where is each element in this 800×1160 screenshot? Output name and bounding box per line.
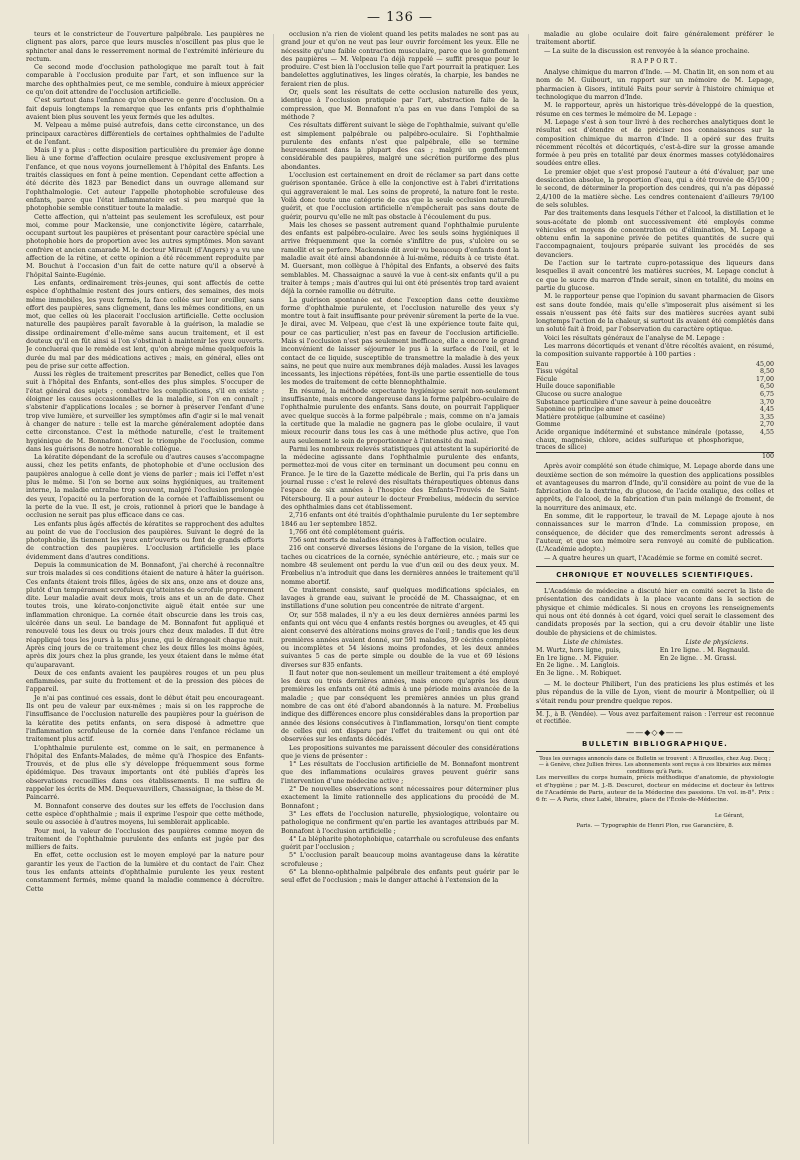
composition-label: Matière protéique (albumine et caséine) — [536, 413, 665, 421]
paragraph: M. Bonnafont conserve des doutes sur les effets de l'occlusion dans cette espèce d'ophthalmie ; mais il exprime l'espoir que cette méthode, seule ou associée à d'autres moyens, lui semblerait applicable. — [26, 801, 264, 827]
chemists-items — [536, 647, 650, 678]
composition-row — [536, 421, 774, 429]
candidate-entry: En 1re ligne. . M. Figuier. — [536, 654, 619, 662]
paragraph: La guérison spontanée est donc l'exception dans cette deuxième forme d'ophthalmie purulente, et l'occlusion naturelle des yeux s'y montre tout à fait insuffisante pour prévenir sûrement la perte de la vue. Je dirai, avec M. Velpeau, que c'est là une expérience toute faite qui, pour ce cas particulier, n'est pas en faveur de l'occlusion artificielle. Mais si l'occlusion n'est pas seulement inefficace, elle a encore le grand inconvénient de laisser séjourner le pus à la surface de l'œil, et le contact de ce liquide, susceptible de transmettre la maladie à des yeux sains, ne peut que nuire aux membranes déjà malades. Aussi les lavages incessants, les injections répétées, font-ils une partie essentielle de tous les modes de traitement de cette blennophthalmie. — [281, 295, 519, 387]
composition-label: Glucose ou sucre analogue — [536, 390, 622, 398]
ornament-divider: ——◆◇◆—— — [626, 728, 684, 737]
paragraph: La kératite dépendant de la scrofule ou d'autres causes s'accompagne aussi, chez les petits enfants, de photophobie et d'une occlusion des paupières analogue à celle dont je viens de parler ; mais ici l'effet n'est plus le même. Si l'on se borne aux soins hygiéniques, au traitement interne, la maladie entraîne trop souvent, malgré l'occlusion prolongée des yeux, l'opacité ou la perforation de la cornée et l'affaiblissement ou la perte de la vue. Il est, je crois, rationnel à priori que le bandage à occlusion ne serait pas plus efficace dans ce cas. — [26, 453, 264, 520]
paragraph: 3° Les effets de l'occlusion naturelle, physiologique, volontaire ou pathologique ne confirment qu'en partie les avantages attribués par M. Bonnafont à l'occlusion artificielle ; — [281, 809, 519, 835]
paragraph: 216 ont conservé diverses lésions de l'organe de la vision, telles que taches ou cicatrices de la cornée, synéchie antérieure, etc. ; mais sur ce nombre 48 seulement ont perdu la vue d'un œil ou des deux yeux. M. Frœbelius n'a introduit que dans les dernières années le traitement qu'il nomme abortif. — [281, 544, 519, 586]
paragraph: En effet, cette occlusion est le moyen employé par la nature pour garantir les yeux de l'action de la lumière et du contact de l'air. Chez tous les enfants atteints d'ophthalmie purulente les yeux restent constamment fermés, même quand la maladie commence à décroître. Cette — [26, 851, 264, 893]
paragraph: Cette affection, qui n'atteint pas seulement les scrofuleux, est pour moi, comme pour Mackensie, une conjonctivite légère, catarrhale, occupant surtout les paupières et présentant pour caractère spécial une photophobie hors de proportion avec les autres symptômes. Mon savant confrère et ancien camarade M. le docteur Mirault (d'Angers) y a vu une affection de la rétine, et cette opinion a été récemment reproduite par M. Bouchut à l'occasion d'un fait de cette nature qu'il a observé à l'hôpital Sainte-Eugénie. — [26, 212, 264, 279]
paragraph: teurs et le constricteur de l'ouverture palpébrale. Les paupières ne clignent pas alors, parce que leurs muscles n'oscillent pas plus que le sphincter anal dans le resserrement normal de l'extrémité inférieure du rectum. — [26, 30, 264, 63]
composition-total-spacer — [536, 452, 744, 460]
paragraph: 2° De nouvelles observations sont nécessaires pour déterminer plus exactement la limite rationnelle des applications du procédé de M. Bonnafont ; — [281, 785, 519, 810]
paragraph: Depuis la communication de M. Bonnafont, j'ai cherché à reconnaître sur trois malades si ces conditions étaient de nature à hâter la guérison. Ces enfants étaient trois filles, âgées de six ans, onze ans et douze ans, plutôt d'un tempérament scrofuleux qu'atteintes de scrofule proprement dite. Leur maladie avait deux mois, trois ans et un an de date. Chez toutes trois, une kérato-conjonctivite aiguë était entée sur une inflammation chronique. La cornée était obscurcie dans les trois cas, ulcérée dans un seul. Le bandage de M. Bonnafont fut appliqué et renouvelé tous les deux ou trois jours chez deux malades. Il dut être réappliqué tous les jours à la plus jeune, qui le dérangeait chaque nuit. Après cinq jours de ce traitement chez les deux filles les moins âgées, après dix jours chez la plus grande, les yeux étaient dans le même état qu'auparavant. — [26, 561, 264, 669]
section-rule — [536, 566, 774, 567]
composition-label: Acide organique indéterminé et substance minérale (potasse, chaux, magnésie, chlore, acides sulfurique et phosphorique, traces de silice) — [536, 428, 744, 452]
paragraph: Après avoir complété son étude chimique, M. Lepage aborde dans une deuxième section de son mémoire la question des applications possibles et avantageuses du marron d'Inde, qu'il considère au point de vue de la fabrication de la dextrine, du glucose, de l'acide oxalique, des colles et apprêts, de l'alcool, de la fabrication d'un pain mélangé de froment, de la nourriture des animaux, etc. — [536, 462, 774, 512]
composition-value: 45,00 — [755, 360, 774, 368]
paragraph: M. le rapporteur, après un historique très-développé de la question, résume en ces termes le mémoire de M. Lepage : — [536, 101, 774, 118]
composition-label: Fécule — [536, 375, 558, 383]
paragraph: En somme, dit le rapporteur, le travail de M. Lepage ajoute à nos connaissances sur le marron d'Inde. La commission propose, en conséquence, de décider que des remercîments seront adressés à l'auteur, et que son mémoire sera renvoyé au comité de publication. (L'Académie adopte.) — [536, 512, 774, 554]
composition-total-row — [536, 452, 774, 460]
composition-label: Saponine ou principe amer — [536, 406, 623, 414]
composition-label: Gomme — [536, 421, 561, 429]
paragraph: — M. le docteur Philibert, l'un des praticiens les plus estimés et les plus répandus de la ville de Lyon, vient de mourir à Montpellier, où il s'était rendu pour prendre quelque repos. — [536, 679, 774, 705]
paragraph: Or, sur 558 malades, il n'y a eu les deux dernières années parmi les enfants qui ont vécu que 4 enfants restés borgnes ou aveugles, et 45 qui aient conservé des altérations moins graves de l'œil ; tandis que les deux premières années avaient donné, sur 591 malades, 39 cécités complètes ou incomplètes et 54 lésions moins profondes, et les deux années suivantes 5 cas de perte simple ou double de la vue et 69 lésions diverses sur 835 enfants. — [281, 610, 519, 669]
candidate-entry: En 1re ligne. . M. Regnauld. — [659, 646, 750, 654]
bulletin-note: Tous les ouvrages annoncés dans ce Bulletin se trouvent : A Bruxelles, chez Aug. Decq ; — à Genève, chez Jullien frères. Les abonnements sont reçus à ces librairies aux mêmes conditions qu'à Paris. — [538, 755, 772, 775]
paragraph: 2,716 enfants ont été traités d'ophthalmie purulente du 1er septembre 1846 au 1er septembre 1852. — [281, 511, 519, 528]
composition-row — [536, 414, 774, 422]
physicists-heading: Liste de physiciens. — [685, 638, 749, 646]
candidate-entry: M. Wurtz, hors ligne, puis, — [536, 646, 621, 654]
composition-row — [536, 368, 774, 376]
gerant-signature: Le Gérant, — [714, 813, 744, 820]
section-rule — [536, 709, 774, 710]
composition-value: 17,00 — [755, 375, 774, 383]
paragraph: Je n'ai pas continué ces essais, dont le début était peu encourageant. Ils ont peu de valeur par eux-mêmes ; mais si on les rapproche de l'insuffisance de l'occlusion naturelle des paupières pour la guérison de la kératite des petits enfants, on sera disposé à admettre que l'inflammation scrofuleuse de la cornée dans l'enfance réclame un traitement plus actif. — [26, 693, 264, 744]
paragraph: M. Velpeau a même puisé autrefois, dans cette circonstance, un des principaux caractères différentiels de certaines ophthalmies de l'adulte et de l'enfant. — [26, 121, 264, 146]
paragraph: 756 sont morts de maladies étrangères à l'affection oculaire. — [289, 536, 487, 545]
composition-value: 3,35 — [759, 413, 774, 421]
composition-total: 100 — [744, 452, 774, 460]
column-2 — [281, 30, 519, 1155]
column-divider — [273, 34, 274, 1144]
paragraph: Les enfants plus âgés affectés de kératites se rapprochent des adultes au point de vue de l'occlusion des paupières. Suivant le degré de la photophobie, ils tiennent les yeux entr'ouverts ou font de grands efforts de contraction des paupières. L'occlusion artificielle les place évidemment dans d'autres conditions. — [26, 519, 264, 561]
composition-row — [536, 383, 774, 391]
paragraph: Parmi les nombreux relevés statistiques qui attestent la supériorité de la médecine agissante dans l'ophthalmie purulente des enfants, permettez-moi de vous citer en terminant un document peu connu en France. Je le tire de la Gazette médicale de Berlin, qui l'a pris dans un journal russe : c'est le relevé des résultats thérapeutiques obtenus dans l'espace de six années à l'hospice des Enfants-Trouvés de Saint-Pétersbourg. Il a pour auteur le docteur Frœbelius, médecin du service des ophthalmies dans cet établissement. — [281, 444, 519, 511]
paragraph: Analyse chimique du marron d'Inde. — M. Chatin lit, en son nom et au nom de M. Guibourt, un rapport sur un mémoire de M. Lepage, pharmacien à Gisors, intitulé Faits pour servir à l'histoire chimique et technologique du marron d'Inde. — [536, 68, 774, 102]
section-rule — [536, 582, 774, 583]
paragraph: Les propositions suivantes me paraissent découler des considérations que je viens de présenter : — [281, 743, 519, 760]
paragraph: — A quatre heures un quart, l'Académie se forme en comité secret. — [544, 553, 763, 562]
bulletin-title: BULLETIN BIBLIOGRAPHIQUE. — [582, 740, 728, 749]
candidate-entry: En 2e ligne. . M. Grassi. — [659, 654, 737, 662]
composition-row — [536, 376, 774, 384]
paragraph: Les enfants, ordinairement très-jeunes, qui sont affectés de cette espèce d'ophthalmie restent des jours entiers, des semaines, des mois même immobiles, les yeux fermés, la face collée sur leur oreiller, sans effort des paupières, sans clignement, dans les mêmes conditions, en un mot, que celles où les placerait l'occlusion artificielle. Cette occlusion naturelle des paupières paraît favorable à la guérison, la maladie se dissipe ordinairement d'elle-même sans aucun traitement, et il est douteux qu'il en fût ainsi si l'on s'obstinait à maintenir les yeux ouverts. Je concluerai que le remède est lent, qu'on abrège même quelquefois la durée du mal par des médications actives ; mais, en général, elles ont peu de prise sur cette affection. — [26, 278, 264, 370]
physicists-list — [660, 639, 774, 678]
paragraph: L'ophthalmie purulente est, comme on le sait, en permanence à l'hôpital des Enfants-Malades, de même qu'à l'hospice des Enfants-Trouvés, et de plus elle s'y développe fréquemment sous forme épidémique. Des travaux importants ont été publiés d'après les observations recueillies dans ces établissements. Il me suffira de rappeler les écrits de MM. Dequevauvillers, Chassaignac, la thèse de M. Paincarré. — [26, 743, 264, 802]
paragraph: Ce traitement consiste, sauf quelques modifications spéciales, en lavages à grande eau, suivant le procédé de M. Chassaignac, et en instillations d'une solution peu concentrée de nitrate d'argent. — [281, 585, 519, 611]
paragraph: 1° Les résultats de l'occlusion artificielle de M. Bonnafont montrent que des inflammations oculaires graves peuvent guérir sans l'intervention d'une médecine active ; — [281, 760, 519, 785]
rapport-body — [536, 68, 774, 358]
paragraph: occlusion n'a rien de violent quand les petits malades ne sont pas au grand jour et qu'on ne veut pas leur ouvrir forcément les yeux. Elle ne nécessite qu'une faible contraction musculaire, parce que le gonflement des paupières — M. Velpeau l'a déjà rappelé — suffit presque pour le produire. C'est bien là l'occlusion telle que l'art pourrait la pratiquer. Les bandelettes agglutinatives, les linges cératés, la charpie, les bandes ne feraient rien de plus. — [281, 30, 519, 88]
paragraph: L'occlusion est certainement en droit de réclamer sa part dans cette guérison spontanée. Grâce à elle la conjonctive est à l'abri d'irritations qui aggraveraient le mal. Les soins de propreté, la nature font le reste. Voilà donc toute une catégorie de cas que la seule occlusion naturelle guérit, et que l'occlusion artificielle n'empêcherait pas sans doute de guérir, pourvu qu'elle ne mît pas obstacle à l'écoulement du pus. — [281, 171, 519, 221]
section-rule — [536, 751, 774, 752]
composition-table — [536, 361, 774, 461]
candidate-entry: En 2e ligne. . M. Langlois. — [536, 662, 620, 670]
paragraph: Ces résultats diffèrent suivant le siège de l'ophthalmie, suivant qu'elle est simplement palpébrale ou palpébro-oculaire. Si l'ophthalmie purulente des enfants n'est que palpébrale, elle se termine heureusement dans la plupart des cas ; malgré un gonflement considérable des paupières, malgré une sécrétion puriforme des plus abondantes. — [281, 121, 519, 171]
composition-value: 3,70 — [759, 398, 774, 406]
paragraph: — La suite de la discussion est renvoyée à la séance prochaine. — [544, 46, 750, 55]
composition-row — [536, 391, 774, 399]
composition-label: Eau — [536, 360, 549, 368]
paragraph: Voici les résultats généraux de l'analyse de M. Lepage : — [544, 333, 725, 342]
chemists-heading: Liste de chimistes. — [563, 638, 623, 646]
composition-value: 8,50 — [759, 368, 774, 376]
composition-value: 4,55 — [759, 428, 774, 436]
paragraph: 1,766 ont été complétement guéris. — [289, 527, 405, 536]
paragraph: M. Lepage s'est à son tour livré à des recherches analytiques dont le résultat est d'étendre et de préciser nos connaissances sur la composition chimique du marron d'Inde. Il a opéré sur des fruits récemment récoltés et décortiqués, c'est-à-dire sur la grosse amande formée à peu près en totalité par deux énormes masses cotylédonaires soudées entre elles. — [536, 117, 774, 168]
composition-label: Huile douce saponifiable — [536, 383, 616, 391]
bulletin-entry: Les merveilles du corps humain, précis méthodique d'anatomie, de physiologie et d'hygiène ; par M. J.-B. Descuret, docteur en médecine et docteur ès lettres de l'Académie de Paris, auteur de la Médecine des passions. Un vol. in-8°. Prix : 6 fr. — A Paris, chez Labé, libraire, place de l'École-de-Médecine. — [536, 775, 774, 803]
paragraph: Ce second mode d'occlusion pathologique me paraît tout à fait comparable à l'occlusion produite par l'art, et son influence sur la marche des ophthalmies peut, ce me semble, conduire à mieux apprécier ce qu'on doit attendre de l'occlusion artificielle. — [26, 63, 264, 97]
column-3 — [536, 30, 774, 1155]
paragraph: 5° L'occlusion paraît beaucoup moins avantageuse dans la kératite scrofuleuse ; — [281, 851, 519, 868]
composition-value: 6,50 — [759, 383, 774, 391]
paragraph: Deux de ces enfants avaient les paupières rouges et un peu plus enflammées, par suite du frottement et de la pression des pièces de l'appareil. — [26, 668, 264, 694]
composition-row — [536, 406, 774, 414]
paragraph: 6° La blenno-ophthalmie palpébrale des enfants peut guérir par le seul effet de l'occlusion ; mais le danger attaché à l'extension de la — [281, 867, 519, 885]
column-3-intro — [536, 30, 774, 55]
rapport-heading: RAPPORT. — [630, 57, 680, 65]
chronique-title: CHRONIQUE ET NOUVELLES SCIENTIFIQUES. — [556, 570, 754, 579]
paragraph: Mais les choses se passent autrement quand l'ophthalmie purulente des enfants est palpébro-oculaire. Avec les seuls soins hygiéniques il arrive fréquemment que la cornée s'infiltre de pus, s'ulcère ou se ramollit et se perfore. Mackensie dit avoir vu beaucoup d'enfants dont la maladie avait été ainsi abandonnée à lui-même, réduits à ce triste état. M. Guersant, mon collègue à l'hôpital des Enfants, a observé des faits semblables. M. Chassaignac a sauvé la vue à cent-six enfants qu'il a pu traiter à temps ; mais d'autres qui lui ont été présentés trop tard avaient déjà la cornée ramollie ou détruite. — [281, 220, 519, 296]
paragraph: 4° La blépharite photophobique, catarrhale ou scrofuleuse des enfants guérit par l'occlusion ; — [281, 834, 519, 852]
composition-label: Tissu végétal — [536, 368, 579, 376]
paragraph: Mais il y a plus : cette disposition particulière du premier âge donne lieu à une forme d'affection oculaire presque exclusivement propre à l'enfance, et que nous voyons journellement à l'hôpital des Enfants. Les traités classiques en font à peine mention. Cependant cette affection a été décrite dès 1823 par Benedict dans un ouvrage allemand sur l'ophthalmologie. Cet auteur l'appelle photophobie scrofuleuse des enfants, parce que l'état inflammatoire est si peu marqué que la photophobie semble constituer toute la maladie. — [26, 146, 264, 213]
chronique-body — [536, 587, 774, 637]
correspondence-notice: M. J., à B. (Vendée). — Vous avez parfaitement raison : l'erreur est reconnue et rectifiée. — [536, 710, 774, 726]
composition-row — [536, 429, 774, 452]
composition-row — [536, 361, 774, 369]
composition-value: 6,75 — [759, 390, 774, 398]
rapport-conclusion — [536, 462, 774, 562]
composition-label: Substance particulière d'une saveur à peine douceâtre — [536, 398, 712, 406]
chronique-note — [536, 680, 774, 705]
paragraph: maladie au globe oculaire doit faire généralement préférer le traitement abortif. — [536, 30, 774, 47]
page-number: — 136 — — [366, 10, 434, 25]
paragraph: Aussi les règles de traitement prescrites par Benedict, celles que l'on suit à l'hôpital des Enfants, sont-elles des plus simples. S'occuper de l'état général des sujets ; combattre les complications, s'il en existe ; éloigner les causes occasionnelles de la maladie, si l'on en connaît ; s'abstenir d'applications locales ; se borner à préserver l'enfant d'une trop vive lumière, et surveiller les symptômes afin d'agir si le mal venait à changer de nature : telle est la marche généralement adoptée dans cette circonstance. C'est la méthode naturelle, c'est le traitement hygiénique de M. Bonnafont. C'est le triomphe de l'occlusion, comme dans les guérisons de notre honorable collègue. — [26, 370, 264, 453]
paragraph: Or, quels sont les résultats de cette occlusion naturelle des yeux, identique à l'occlusion pratiquée par l'art, abstraction faite de la compression, que M. Bonnafont n'a pas en vue dans l'emploi de sa méthode ? — [281, 88, 519, 121]
paragraph: Pour moi, la valeur de l'occlusion des paupières comme moyen de traitement de l'ophthalmie purulente des enfants est jugée par des milliers de faits. — [26, 826, 264, 852]
column-1 — [26, 30, 264, 1155]
composition-value: 4,45 — [759, 406, 774, 414]
paragraph: L'Académie de médecine a discuté hier en comité secret la liste de présentation des candidats à la place vacante dans la section de physique et chimie médicales. Si nous en croyons les renseignements qui nous ont été donnés à cet égard, voici quel serait le classement des candidats proposés par la section, qui a cru devoir établir une liste double de physiciens et de chimistes. — [536, 587, 774, 637]
paragraph: M. le rapporteur pense que l'opinion du savant pharmacien de Gisors est sans doute fondée, mais qu'elle s'imposerait plus aisément si les essais n'eussent pas été faits sur des matières sucrées ayant subi longtemps l'action de la chaleur, si surtout ils avaient été complétés dans un soluté fait à froid, par l'observation du caractère optique. — [536, 292, 774, 334]
composition-row — [536, 399, 774, 407]
paragraph: Le premier objet que s'est proposé l'auteur a été d'évaluer, par une dessiccation absolue, la proportion d'eau, qui a été trouvée de 45/100 ; le second, de déterminer la proportion des cendres, qui n'a pas dépassé 2,4/100 de la matière sèche. Les cendres contenaient d'ailleurs 79/100 de sels solubles. — [536, 167, 774, 209]
paragraph: Il faut noter que non-seulement un meilleur traitement a été employé les deux ou trois dernières années, mais encore qu'après les deux premières les enfants ont été admis à une période moins avancée de la maladie ; que par conséquent les premières années un plus grand nombre de cas ont été d'abord abandonnés à la nature. M. Frœbelius indique des différences encore plus considérables dans la proportion par année des lésions consécutives à l'inflammation, lorsqu'on tient compte de celles qui ont disparu par l'effet du traitement ou qui ont été observées sur les enfants décédés. — [281, 668, 519, 744]
composition-value: 2,70 — [759, 421, 774, 429]
paragraph: C'est surtout dans l'enfance qu'on observe ce genre d'occlusion. On a fait depuis longtemps la remarque que les enfants pris d'ophthalmie avaient bien plus souvent les yeux fermés que les adultes. — [26, 96, 264, 121]
candidate-lists — [536, 639, 774, 678]
candidate-entry: En 3e ligne. . M. Robiquet. — [536, 670, 622, 678]
physicists-items — [660, 647, 774, 663]
printer-imprint: Paris. — Typographie de Henri Plon, rue Garancière, 8. — [576, 823, 734, 830]
paragraph: De l'action sur le tartrate cupro-potassique des liqueurs dans lesquelles il avait concentré les matières sucrées, M. Lepage conclut à ce que le sucre du marron d'Inde serait, sinon en totalité, du moins en partie du glucose. — [536, 259, 774, 292]
column-divider — [528, 34, 529, 1144]
paragraph: Par des traitements dans lesquels l'éther et l'alcool, la distillation et le sous-acétate de plomb ont successivement été employés comme véhicules et moyens de concentration ou d'élimination, M. Lepage a obtenu enfin la saponine privée de petites quantités de sucre qui l'accompagnaient, toujours préparée suivant les procédés de ses devanciers. — [536, 209, 774, 259]
chemists-list — [536, 639, 650, 678]
paragraph: En résumé, la méthode expectante hygiénique serait non-seulement insuffisante, mais encore dangereuse dans la forme palpébro-oculaire de l'ophthalmie purulente des enfants. Sans doute, on pourrait l'appliquer avec quelque succès à la forme palpébrale ; mais, comme on n'a jamais la certitude que la maladie ne gagnera pas le globe oculaire, il vaut mieux recourir dans tous les cas à une méthode plus active, que l'on aura seulement le soin de proportionner à l'intensité du mal. — [281, 386, 519, 445]
paragraph: Les marrons décortiqués et venant d'être récoltés avaient, en résumé, la composition suivante rapportée à 100 parties : — [536, 341, 774, 359]
